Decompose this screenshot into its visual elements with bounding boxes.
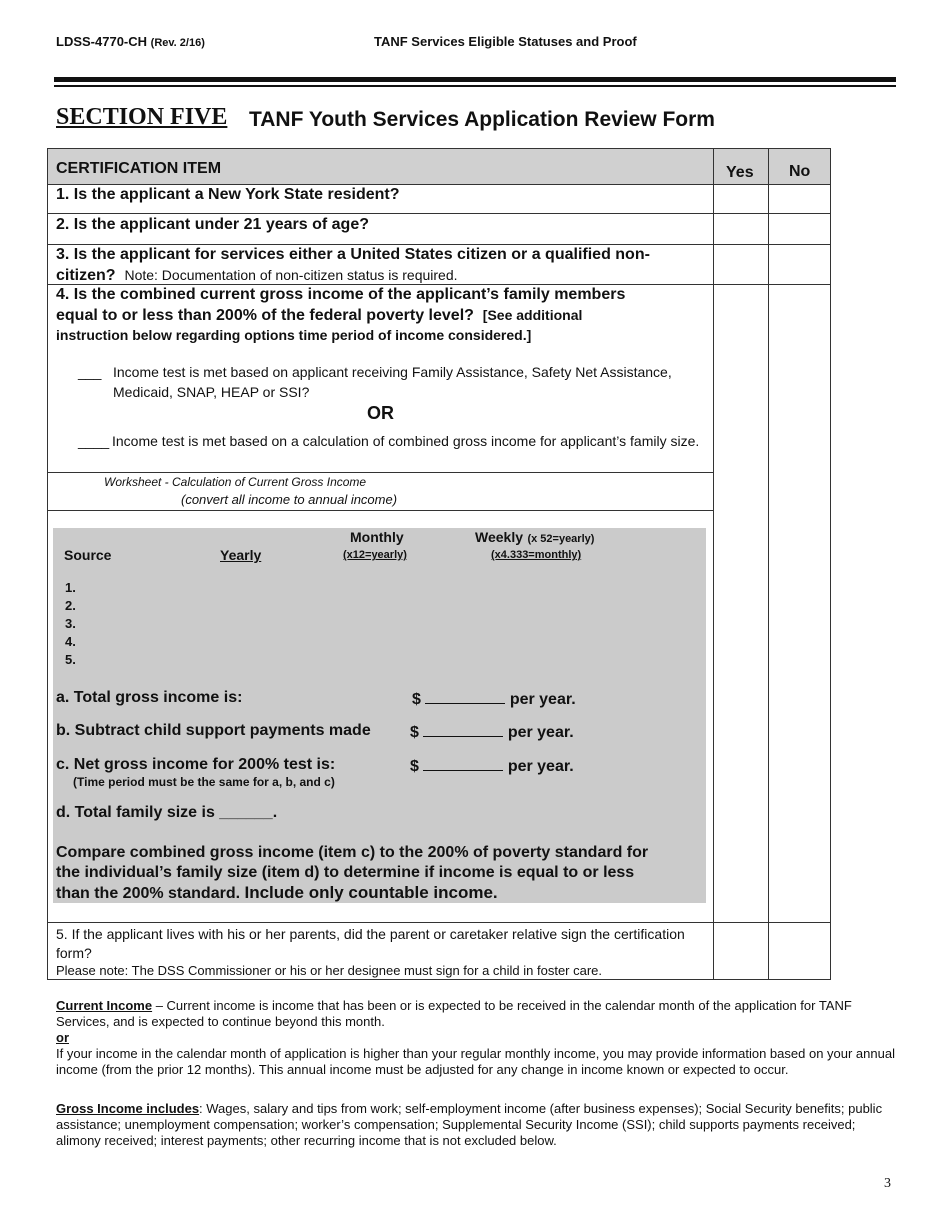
ws-weekly-note: (x4.333=monthly) — [491, 549, 582, 561]
ws-monthly-note: (x12=yearly) — [343, 549, 407, 561]
worksheet-subtitle: (convert all income to annual income) — [181, 492, 398, 507]
no-column-divider — [768, 148, 769, 980]
or-separator: or — [56, 1030, 69, 1045]
yes-header: Yes — [726, 164, 754, 181]
ws-row: 3. — [65, 616, 76, 631]
option-2-text: Income test is met based on a calculation of combined gross income for applicant’s family size. — [112, 433, 700, 449]
gross-income-definition: Gross Income includes: Wages, salary and tips from work; self-employment income (after business expenses); Social Security benefits; public assistance; unemployment compensation; worker’s compensation; Supplemental Security Income (SSI); child supports payments received; alimony received; interest payments; other recurring income that is not excluded below. — [56, 1101, 883, 1148]
ws-row: 5. — [65, 652, 76, 667]
question-4: 4. Is the combined current gross income of the applicant’s family members equal to or less than 200% of the federal poverty level? [See additional instruction below regarding options time period of income considered.] — [56, 286, 626, 343]
family-size-field[interactable]: d. Total family size is ______. — [56, 804, 278, 821]
ws-yearly-header: Yearly — [220, 547, 262, 563]
time-period-note: (Time period must be the same for a, b, and c) — [73, 775, 335, 789]
ws-row: 2. — [65, 598, 76, 613]
row-divider — [47, 510, 713, 511]
question-2: 2. Is the applicant under 21 years of age? — [56, 216, 369, 233]
child-support-field[interactable]: $ per year. — [410, 724, 574, 741]
header-rule-thick — [54, 77, 896, 82]
net-gross-income-label: c. Net gross income for 200% test is: — [56, 756, 336, 773]
current-income-definition: Current Income – Current income is income that has been or is expected to be received in the calendar month of the application for TANF Services, and is expected to continue beyond this month. — [56, 998, 852, 1029]
total-gross-income-label: a. Total gross income is: — [56, 689, 243, 706]
section-title: TANF Youth Services Application Review Form — [249, 108, 715, 131]
ws-weekly-header: Weekly (x 52=yearly) — [475, 529, 595, 545]
question-5-note: Please note: The DSS Commissioner or his or her designee must sign for a child in foster care. — [56, 963, 603, 978]
ws-source-header: Source — [64, 547, 112, 563]
option-1-blank[interactable]: ___ — [78, 364, 102, 380]
document-title: TANF Services Eligible Statuses and Proof — [374, 34, 637, 49]
ws-row: 4. — [65, 634, 76, 649]
form-revision: (Rev. 2/16) — [150, 37, 205, 49]
page-number: 3 — [884, 1176, 891, 1191]
compare-instruction: Compare combined gross income (item c) to the 200% of poverty standard for the individual’s family size (item d) to determine if income is equal to or less than the 200% standard. Include only countable income. — [56, 844, 649, 902]
yes-column-divider — [713, 148, 714, 980]
child-support-label: b. Subtract child support payments made — [56, 722, 371, 739]
option-1-text: Income test is met based on applicant receiving Family Assistance, Safety Net Assistance, Medicaid, SNAP, HEAP or SSI? — [113, 364, 672, 400]
form-id: LDSS-4770-CH (Rev. 2/16) — [56, 34, 205, 49]
row-divider — [47, 472, 713, 473]
row-divider — [47, 922, 831, 923]
net-gross-income-field[interactable]: $ per year. — [410, 758, 574, 775]
header-rule-thin — [54, 85, 896, 87]
certification-item-header: CERTIFICATION ITEM — [56, 160, 222, 177]
or-label: OR — [367, 403, 394, 423]
worksheet-title: Worksheet - Calculation of Current Gross Income — [104, 475, 367, 489]
ws-row: 1. — [65, 580, 76, 595]
total-gross-income-field[interactable]: $ per year. — [412, 691, 576, 708]
ws-monthly-header: Monthly — [350, 529, 404, 545]
question-1: 1. Is the applicant a New York State resident? — [56, 186, 400, 203]
annual-income-note: If your income in the calendar month of application is higher than your regular monthly income, you may provide information based on your annual income (from the prior 12 months). This annual income must be adjusted for any change in income known or expected to occur. — [56, 1046, 895, 1077]
no-header: No — [789, 163, 811, 180]
option-2-blank[interactable]: ____ — [78, 433, 110, 449]
question-3-note: Note: Documentation of non-citizen status is required. — [124, 267, 458, 283]
question-5: 5. If the applicant lives with his or her parents, did the parent or caretaker relative sign the certification form? Please note: The DSS Commissioner or his or her designee must sign for a child in foster care. — [56, 925, 708, 979]
section-label: SECTION FIVE — [56, 104, 228, 130]
row-divider — [47, 213, 831, 214]
question-3: 3. Is the applicant for services either a United States citizen or a qualified non- citizen? Note: Documentation of non-citizen status is required. — [56, 246, 650, 284]
